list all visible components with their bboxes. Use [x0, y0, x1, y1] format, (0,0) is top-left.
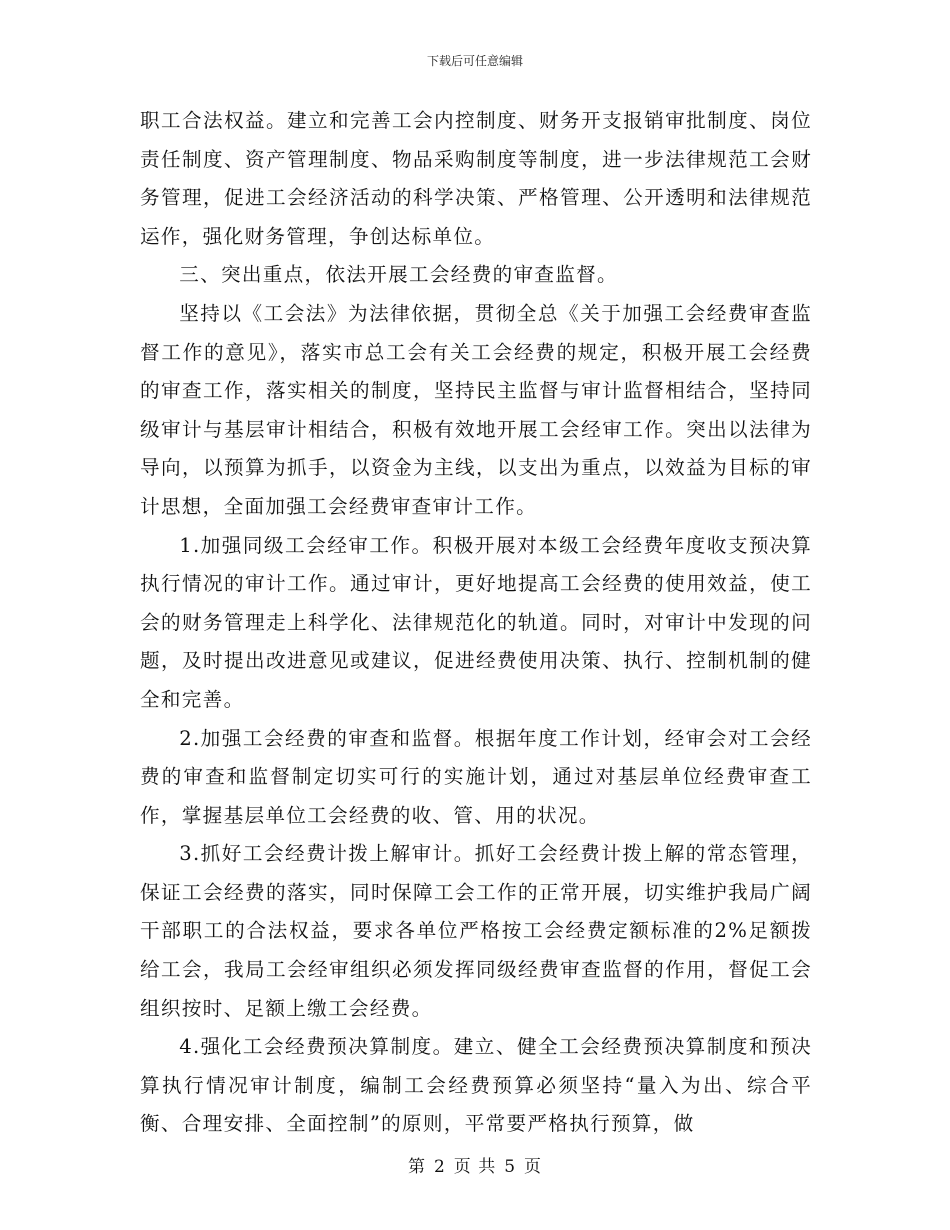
page-footer	[0, 1152, 950, 1177]
paragraph-item-1: 1.加强同级工会经审工作。积极开展对本级工会经费年度收支预决算执行情况的审计工作。通过审计，更好地提高工会经费的使用效益，使工会的财务管理走上科学化、法律规范化的轨道。同时，对审计中发现的问题，及时提出改进意见或建议，促进经费使用决策、执行、控制机制的健全和完善。	[140, 533, 812, 711]
paragraph-section-3-intro: 坚持以《工会法》为法律依据，贯彻全总《关于加强工会经费审查监督工作的意见》，落实市总工会有关工会经费的规定，积极开展工会经费的审查工作，落实相关的制度，坚持民主监督与审计监督相结合，坚持同级审计与基层审计相结合，积极有效地开展工会经审工作。突出以法律为导向，以预算为抓手，以资金为主线，以支出为重点，以效益为目标的审计思想，全面加强工会经费审查审计工作。	[140, 301, 812, 518]
page-header-note: 下载后可任意编辑	[426, 54, 523, 68]
paragraph-item-4: 4.强化工会经费预决算制度。建立、健全工会经费预决算制度和预决算执行情况审计制度，编制工会经费预算必须坚持“量入为出、综合平衡、合理安排、全面控制”的原则，平常要严格执行预算，做	[140, 1035, 812, 1136]
paragraph-item-2: 2.加强工会经费的审查和监督。根据年度工作计划，经审会对工会经费的审查和监督制定切实可行的实施计划，通过对基层单位经费审查工作，掌握基层单位工会经费的收、管、用的状况。	[140, 726, 812, 827]
footer-prefix: 第	[407, 1157, 426, 1177]
section-heading-3: 三、突出重点，依法开展工会经费的审查监督。	[179, 263, 618, 287]
footer-suffix: 页	[524, 1157, 543, 1177]
paragraph-item-3: 3.抓好工会经费计拨上解审计。抓好工会经费计拨上解的常态管理，保证工会经费的落实，同时保障工会工作的正常开展，切实维护我局广阔干部职工的合法权益，要求各单位严格按工会经费定额标准的2%足额拨给工会，我局工会经审组织必须发挥同级经费审查监督的作用，督促工会组织按时、足额上缴工会经费。	[140, 842, 812, 1020]
footer-middle: 页 共	[453, 1157, 497, 1177]
document-body	[140, 102, 812, 1144]
footer-total-pages: 5	[504, 1157, 517, 1177]
paragraph-continuation: 职工合法权益。建立和完善工会内控制度、财务开支报销审批制度、岗位责任制度、资产管理制度、物品采购制度等制度，进一步法律规范工会财务管理，促进工会经济活动的科学决策、严格管理、公开透明和法律规范运作，强化财务管理，争创达标单位。	[140, 109, 812, 248]
footer-page-number: 2	[433, 1157, 446, 1177]
